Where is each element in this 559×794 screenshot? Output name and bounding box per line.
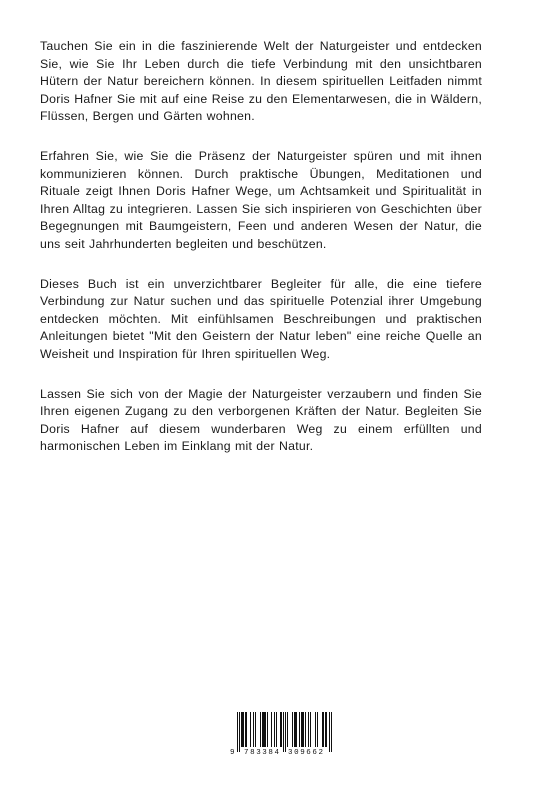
- barcode-bar: [263, 712, 264, 747]
- barcode-bar: [294, 712, 295, 747]
- paragraph-practice: Erfahren Sie, wie Sie die Präsenz der Naturgeister spüren und mit ihnen kommunizieren können. Durch praktische Übungen, Meditationen und Rituale zeigt Ihnen Doris Hafner Wege, um Achtsamkeit und Spiritualität in Ihren Alltag zu integrieren. Lassen Sie sich inspirieren von Geschichten über Begegnungen mit Baumgeistern, Feen und anderen Wesen der Natur, die uns seit Jahrhunderten begleiten und beschützen.: [40, 148, 482, 251]
- barcode-bar: [260, 712, 261, 747]
- barcode-bar: [302, 712, 303, 747]
- barcode-bar: [246, 712, 247, 747]
- barcode-bar: [287, 712, 288, 747]
- barcode-bar: [331, 712, 332, 752]
- barcode-bar: [315, 712, 316, 747]
- barcode-bar: [239, 712, 240, 752]
- paragraph-closing: Lassen Sie sich von der Magie der Naturgeister verzaubern und finden Sie Ihren eigenen Zugang zu den verborgenen Kräften der Natur. Begleiten Sie Doris Hafner auf diesem wunderbaren Weg zu einem erfüllten und harmonischen Leben im Einklang mit der Natur.: [40, 386, 482, 454]
- barcode-bar: [241, 712, 242, 747]
- barcode-bar: [329, 712, 330, 752]
- barcode-first-digit: 9: [230, 749, 235, 757]
- barcode-bar: [303, 712, 304, 747]
- back-cover-text: [40, 38, 482, 478]
- barcode-bar: [280, 712, 281, 747]
- isbn-barcode: [230, 712, 332, 762]
- barcode-bar: [305, 712, 306, 747]
- barcode-bar: [283, 712, 284, 752]
- barcode-bar: [267, 712, 268, 747]
- barcode-bar: [325, 712, 326, 747]
- barcode-bar: [292, 712, 293, 747]
- barcode-bar: [310, 712, 311, 747]
- barcode-bar: [274, 712, 275, 747]
- barcode-right-group: 309662: [288, 749, 325, 757]
- paragraph-intro: Tauchen Sie ein in die faszinierende Welt der Naturgeister und entdecken Sie, wie Sie Ihr Leben durch die tiefe Verbindung mit den unsichtbaren Hütern der Natur bereichern können. In diesem spirituellen Leitfaden nimmt Doris Hafner Sie mit auf eine Reise zu den Elementarwesen, die in Wäldern, Flüssen, Bergen und Gärten wohnen.: [40, 39, 482, 124]
- barcode-bar: [253, 712, 254, 747]
- barcode-bar: [271, 712, 272, 747]
- barcode-bar: [317, 712, 318, 747]
- barcode-bar: [262, 712, 263, 747]
- barcode-bar: [308, 712, 309, 747]
- barcode-left-group: 783384: [244, 749, 281, 757]
- barcode-bar: [301, 712, 302, 747]
- barcode-bar: [237, 712, 238, 752]
- barcode-bar: [295, 712, 296, 747]
- barcode-bar: [255, 712, 256, 747]
- barcode-bar: [265, 712, 266, 747]
- paragraph-audience: Dieses Buch ist ein unverzichtbarer Begleiter für alle, die eine tiefere Verbindung zur Natur suchen und das spirituelle Potenzial ihrer Umgebung entdecken möchten. Mit einfühlsamen Beschreibungen und praktischen Anleitungen bietet "Mit den Geistern der Natur leben" eine reiche Quelle an Weisheit und Inspiration für Ihren spirituellen Weg.: [40, 276, 482, 361]
- barcode-bar: [299, 712, 300, 747]
- barcode-bar: [250, 712, 251, 747]
- barcode-bar: [323, 712, 324, 747]
- barcode-bar: [296, 712, 297, 747]
- barcode-digits: [230, 747, 332, 759]
- barcode-bar: [245, 712, 246, 747]
- barcode-bar: [264, 712, 265, 747]
- barcode-bar: [242, 712, 243, 747]
- barcode-bar: [326, 712, 327, 747]
- barcode-bar: [243, 712, 244, 747]
- barcode-bar: [276, 712, 277, 747]
- barcode-bar: [322, 712, 323, 747]
- barcode-bar: [281, 712, 282, 747]
- barcode-bar: [285, 712, 286, 752]
